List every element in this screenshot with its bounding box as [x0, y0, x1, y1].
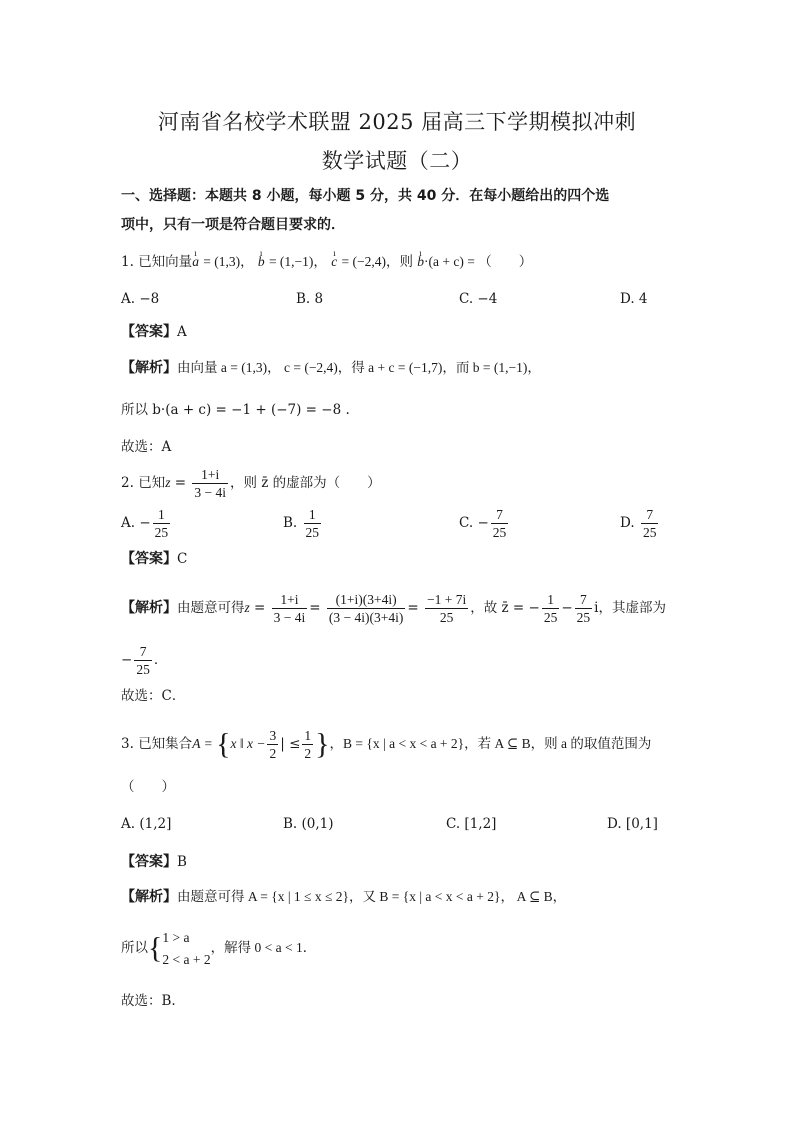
q2-analysis-line1: 【解析】由题意可得z = $\frac{1+i}{3 - 4i}$ = $\frac{(1+i)(3+4i)}{(3 - 4i)(3+4i)}$ = $\frac{-1 + 7i}{25}$ ，故 z̄ = − $\frac{1}{25}$ − $\frac{7}{25}$ i，其虚部为	[121, 592, 666, 625]
q2-fraction: $\frac{1+i}{3 - 4i}$	[194, 467, 226, 500]
q3-conclusion: 故选：B.	[121, 993, 176, 1009]
q3-analysis-line2: 所以{ 1 > a 2 < a + 2 ，解得 0 < a < 1．	[121, 929, 317, 967]
exam-title-line1: 河南省名校学术联盟 2025 届高三下学期模拟冲刺	[157, 110, 637, 134]
section-heading-line1: 一、选择题：本题共 8 小题，每小题 5 分，共 40 分．在每小题给出的四个选	[121, 188, 610, 204]
q3-parentheses: （ ）	[121, 779, 175, 795]
q2-option-a: A. − $\frac{1}{25}$	[121, 507, 169, 540]
q3-option-d: D. [0,1]	[607, 816, 658, 832]
analysis-label: 【解析】	[121, 360, 177, 376]
q1-option-a: A. −8	[121, 291, 160, 307]
q2-option-b: B. $\frac{1}{25}$	[283, 507, 320, 540]
q2-conclusion: 故选：C．	[121, 688, 186, 704]
q1-analysis-line2: 所以 b·(a + c) = −1 + (−7) = −8 .	[121, 402, 350, 418]
q1-analysis-line1	[121, 358, 681, 378]
q1-answer	[121, 322, 681, 342]
q1-analysis-text1: 由向量 a = (1,3)， c = (−2,4)，得 a + c = (−1,7)，而 b = (1,−1)，	[177, 360, 541, 375]
q3-option-a: A. (1,2]	[121, 816, 172, 832]
exam-title-line2: 数学试题（二）	[321, 149, 473, 173]
q1-stem	[121, 252, 681, 272]
q2-option-c: C. − $\frac{7}{25}$	[459, 507, 507, 540]
q3-stem: 3. 已知集合A = {x ‖ x − $\frac{3}{2}$ | ≤ $\frac{1}{2}$ }，B = {x | a < x < a + 2}，若 A ⊆ B，则 a 的取值范围为	[121, 727, 652, 761]
q1-option-b: B. 8	[296, 291, 324, 307]
q1-c-value: = (−2,4)，则	[341, 254, 413, 269]
section-heading-line2: 项中，只有一项是符合题目要求的．	[121, 217, 345, 233]
q1-pre: 已知向量	[138, 254, 193, 270]
q3-option-c: C. [1,2]	[446, 816, 497, 832]
q2-answer: 【答案】C	[121, 551, 188, 567]
q1-b-value: = (1,−1)，	[268, 254, 327, 269]
q3-analysis-line1: 【解析】由题意可得 A = {x | 1 ≤ x ≤ 2}，又 B = {x | a < x < a + 2}， A ⊆ B，	[121, 889, 567, 905]
q2-post: ，则 z̄ 的虚部为（ ）	[229, 475, 381, 491]
q2-option-d: D. $\frac{7}{25}$	[620, 507, 657, 540]
q1-option-c: C. −4	[459, 291, 498, 307]
vector-b-symbol: ı b	[258, 252, 265, 272]
q2-pre: 已知	[138, 475, 166, 491]
q2-number: 2.	[121, 475, 134, 491]
q2-analysis-line2: − $\frac{7}{25}$ ．	[121, 644, 168, 677]
q3-answer: 【答案】B	[121, 854, 187, 870]
q2-stem: 2. 已知z = $\frac{1+i}{3 - 4i}$ ，则 z̄ 的虚部为（ ）	[121, 467, 381, 500]
q3-option-b: B. (0,1)	[283, 816, 334, 832]
q1-answer-value: A	[177, 324, 187, 340]
q1-number: 1.	[121, 254, 134, 270]
q1-option-d: D. 4	[620, 291, 648, 307]
vector-c-symbol: ı c	[331, 252, 337, 272]
q1-expression: ·(a + c) = （ ）	[424, 254, 533, 269]
q1-conclusion: 故选：A	[121, 439, 172, 455]
vector-b-symbol-2: ı b	[417, 252, 424, 272]
vector-a-symbol: ı a	[192, 252, 199, 272]
q1-a-value: = (1,3)，	[203, 254, 254, 269]
answer-label: 【答案】	[121, 324, 177, 340]
